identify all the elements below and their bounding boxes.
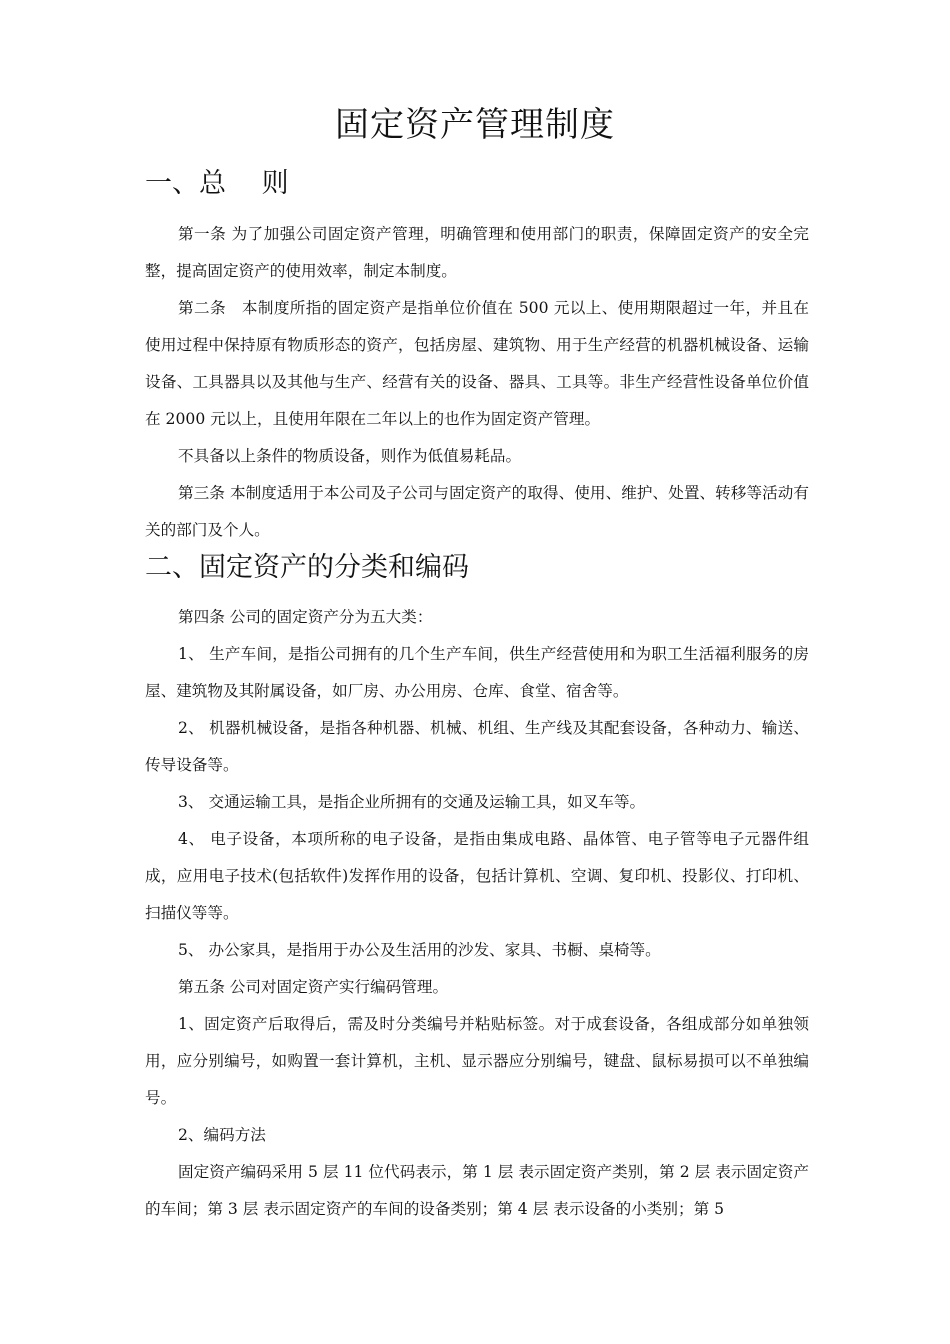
list-item-category-2: 2、 机器机械设备，是指各种机器、机械、机组、生产线及其配套设备，各种动力、输送、传导设备等。 [145,719,809,774]
paragraph-article-5: 第五条 公司对固定资产实行编码管理。 [178,978,449,996]
paragraph-low-value-note: 不具备以上条件的物质设备，则作为低值易耗品。 [178,447,522,465]
paragraph-article-4: 第四条 公司的固定资产分为五大类： [178,608,433,626]
list-item-category-3: 3、 交通运输工具，是指企业所拥有的交通及运输工具，如叉车等。 [178,793,646,811]
section-heading-general: 一、总 则 [145,168,289,199]
paragraph-coding-description: 固定资产编码采用 5 层 11 位代码表示，第 1 层 表示固定资产类别，第 2 层 表示固定资产的车间；第 3 层 表示固定资产的车间的设备类别；第 4 层 表示设备的小类别；第 5 [145,1163,809,1218]
document-title: 固定资产管理制度 [335,105,615,145]
list-item-coding-rule-1: 1、固定资产后取得后，需及时分类编号并粘贴标签。对于成套设备，各组成部分如单独领用，应分别编号，如购置一套计算机，主机、显示器应分别编号，键盘、鼠标易损可以不单独编号。 [145,1015,809,1107]
paragraph-article-1: 第一条 为了加强公司固定资产管理，明确管理和使用部门的职责，保障固定资产的安全完整，提高固定资产的使用效率，制定本制度。 [145,225,809,280]
list-item-category-5: 5、 办公家具，是指用于办公及生活用的沙发、家具、书橱、桌椅等。 [178,941,661,959]
paragraph-article-2: 第二条 本制度所指的固定资产是指单位价值在 500 元以上、使用期限超过一年，并且在使用过程中保持原有物质形态的资产，包括房屋、建筑物、用于生产经营的机器机械设备、运输设备、工具器具以及其他与生产、经营有关的设备、器具、工具等。非生产经营性设备单位价值在 2000 元以上，且使用年限在二年以上的也作为固定资产管理。 [145,299,809,428]
list-item-category-4: 4、 电子设备，本项所称的电子设备，是指由集成电路、晶体管、电子管等电子元器件组成，应用电子技术(包括软件)发挥作用的设备，包括计算机、空调、复印机、投影仪、打印机、扫描仪等等。 [145,830,809,922]
paragraph-article-3: 第三条 本制度适用于本公司及子公司与固定资产的取得、使用、维护、处置、转移等活动有关的部门及个人。 [145,484,809,539]
list-item-category-1: 1、 生产车间，是指公司拥有的几个生产车间，供生产经营使用和为职工生活福利服务的房屋、建筑物及其附属设备，如厂房、办公用房、仓库、食堂、宿舍等。 [145,645,809,700]
list-item-coding-method: 2、编码方法 [178,1126,266,1144]
section-heading-classification: 二、固定资产的分类和编码 [145,552,469,583]
